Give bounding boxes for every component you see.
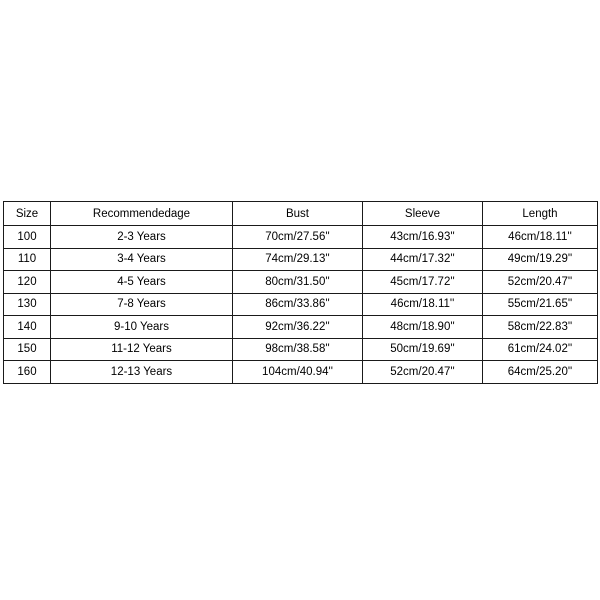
cell-sleeve: 50cm/19.69'' <box>363 338 483 361</box>
cell-length: 64cm/25.20'' <box>483 361 598 384</box>
cell-size: 130 <box>4 293 51 316</box>
cell-age: 3-4 Years <box>51 248 233 271</box>
cell-sleeve: 48cm/18.90'' <box>363 316 483 339</box>
cell-length: 49cm/19.29'' <box>483 248 598 271</box>
cell-size: 140 <box>4 316 51 339</box>
cell-size: 100 <box>4 226 51 249</box>
table-row <box>4 338 598 361</box>
cell-age: 12-13 Years <box>51 361 233 384</box>
cell-bust: 80cm/31.50'' <box>233 271 363 294</box>
size-chart-table <box>3 201 598 384</box>
cell-size: 150 <box>4 338 51 361</box>
cell-age: 7-8 Years <box>51 293 233 316</box>
cell-length: 61cm/24.02'' <box>483 338 598 361</box>
cell-length: 52cm/20.47'' <box>483 271 598 294</box>
cell-bust: 104cm/40.94'' <box>233 361 363 384</box>
table-row <box>4 248 598 271</box>
cell-length: 55cm/21.65'' <box>483 293 598 316</box>
cell-size: 160 <box>4 361 51 384</box>
table-row <box>4 361 598 384</box>
header-size: Size <box>4 202 51 226</box>
cell-bust: 70cm/27.56'' <box>233 226 363 249</box>
cell-age: 4-5 Years <box>51 271 233 294</box>
cell-bust: 74cm/29.13'' <box>233 248 363 271</box>
cell-sleeve: 46cm/18.11'' <box>363 293 483 316</box>
table-row <box>4 316 598 339</box>
header-recommended-age: Recommendedage <box>51 202 233 226</box>
cell-age: 2-3 Years <box>51 226 233 249</box>
cell-size: 110 <box>4 248 51 271</box>
cell-sleeve: 43cm/16.93'' <box>363 226 483 249</box>
table-row <box>4 293 598 316</box>
cell-bust: 98cm/38.58'' <box>233 338 363 361</box>
header-length: Length <box>483 202 598 226</box>
cell-sleeve: 44cm/17.32'' <box>363 248 483 271</box>
cell-size: 120 <box>4 271 51 294</box>
table-row <box>4 271 598 294</box>
size-chart-container <box>3 201 597 384</box>
cell-bust: 86cm/33.86'' <box>233 293 363 316</box>
cell-age: 11-12 Years <box>51 338 233 361</box>
header-sleeve: Sleeve <box>363 202 483 226</box>
cell-length: 58cm/22.83'' <box>483 316 598 339</box>
header-row <box>4 202 598 226</box>
cell-sleeve: 45cm/17.72'' <box>363 271 483 294</box>
header-bust: Bust <box>233 202 363 226</box>
cell-bust: 92cm/36.22'' <box>233 316 363 339</box>
cell-age: 9-10 Years <box>51 316 233 339</box>
cell-sleeve: 52cm/20.47'' <box>363 361 483 384</box>
cell-length: 46cm/18.11'' <box>483 226 598 249</box>
table-row <box>4 226 598 249</box>
